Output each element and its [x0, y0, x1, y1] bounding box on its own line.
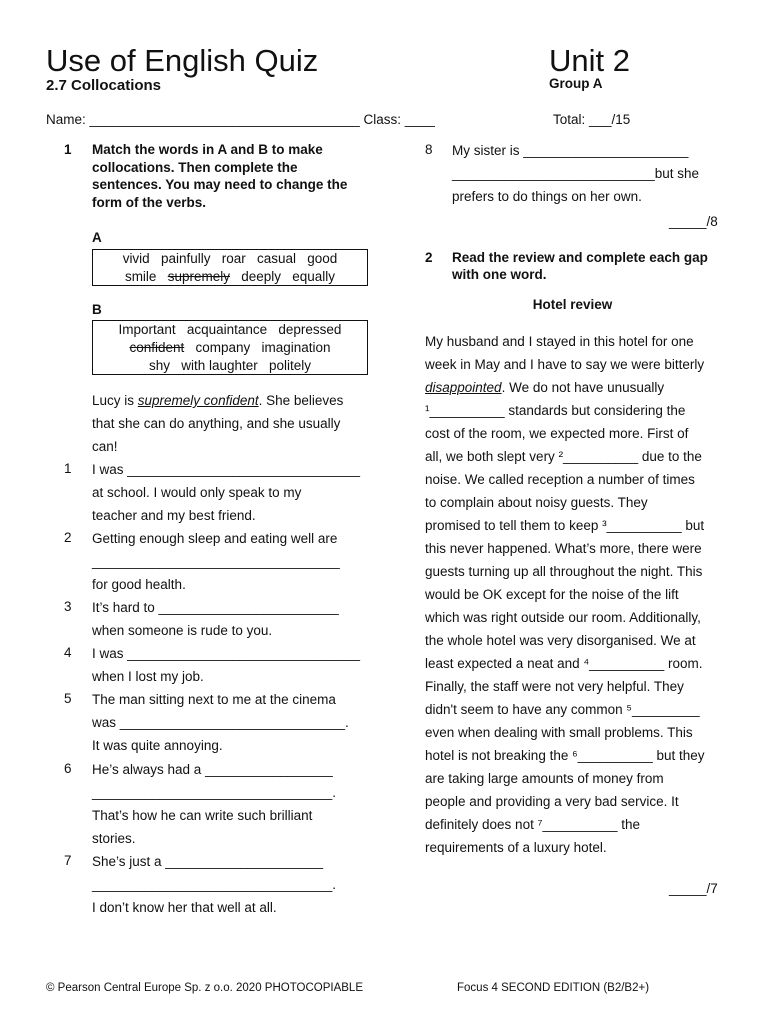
struck-word: confident	[129, 340, 185, 355]
item-number: 7	[64, 853, 72, 868]
item-number: 2	[64, 530, 72, 545]
item-number: 3	[64, 599, 72, 614]
list-item: It’s hard to ________________________ when someone is rude to you.	[92, 600, 339, 638]
exercise-1-score: _____/8	[669, 214, 718, 229]
box-b-label: B	[92, 302, 102, 317]
list-item: I was _______________________________ at school. I would only speak to my teacher and my best friend.	[92, 462, 361, 523]
item-number: 6	[64, 761, 72, 776]
box-b-line-2: confident company imagination	[129, 340, 331, 355]
review-heading: Hotel review	[532, 297, 613, 312]
example-sentence: Lucy is supremely confident. She believes that she can do anything, and she usually can!	[92, 393, 344, 454]
item-number: 8	[425, 142, 433, 157]
exercise-2-instruction: Read the review and complete each gap with one word.	[452, 250, 708, 282]
list-item: I was _______________________________ when I lost my job.	[92, 646, 361, 684]
page-title: Use of English Quiz	[46, 43, 319, 78]
list-item: Getting enough sleep and eating well are _________________________________ for good health.	[92, 531, 340, 592]
word-box-a	[92, 249, 368, 286]
struck-word: supremely	[167, 269, 230, 284]
list-item: He’s always had a _________________ ________________________________. That’s how he can write such brilliant stories.	[92, 762, 337, 846]
example-answer: supremely confident	[137, 393, 259, 408]
box-b-line-1: Important acquaintance depressed	[118, 322, 342, 337]
total-score: Total: ___/15	[553, 112, 631, 127]
item-number: 5	[64, 691, 72, 706]
example-answer: disappointed	[425, 380, 502, 395]
box-a-line-1: vivid painfully roar casual good	[122, 251, 338, 266]
list-item: She’s just a _____________________ ________________________________. I don’t know her that well at all.	[92, 854, 337, 915]
word-box-b	[92, 320, 368, 375]
group-label: Group A	[549, 76, 603, 91]
exercise-2-score: _____/7	[669, 881, 718, 896]
list-item: The man sitting next to me at the cinema was ______________________________. It was quite annoying.	[92, 692, 349, 753]
box-a-label: A	[92, 230, 102, 245]
item-number: 4	[64, 645, 72, 660]
review-example-line: disappointed. We do not have unusually	[425, 380, 665, 395]
list-item: My sister is ______________________ ___________________________but she prefers to do things on her own.	[452, 143, 700, 204]
box-b-line-3: shy with laughter politely	[148, 358, 312, 373]
copyright-text: © Pearson Central Europe Sp. z o.o. 2020 PHOTOCOPIABLE	[46, 982, 364, 994]
item-number: 1	[64, 461, 72, 476]
exercise-number: 1	[64, 142, 72, 157]
exercise-1-instruction: Match the words in A and B to make collocations. Then complete the sentences. You may need to change the form of the verbs.	[92, 142, 348, 210]
box-a-line-2: smile supremely deeply equally	[124, 269, 336, 284]
exercise-number: 2	[425, 250, 433, 265]
name-class-line: Name: ____________________________________ Class: ____	[46, 112, 435, 127]
page-subtitle: 2.7 Collocations	[46, 77, 162, 94]
edition-text: Focus 4 SECOND EDITION (B2/B2+)	[457, 982, 650, 994]
unit-label: Unit 2	[549, 43, 630, 78]
review-text: My husband and I stayed in this hotel for one week in May and I have to say we were bitterly disappointed. We do not have unusually ¹__________ standards but considering the cost of the room, we expected more. First of all, we both slept very ²__________ due to the noise. We called reception a number of times to complain about noisy guests. They promised to tell them to keep ³__________ but this never happened. What’s more, there were guests turning up all throughout the night. This would be OK except for the noise of the lift which was right outside our room. Additionally, the whole hotel was very disorganised. We at least expected a neat and ⁴__________ room. Finally, the staff were not very helpful. They didn't seem to have any common ⁵_________ even when dealing with small problems. This hotel is not breaking the ⁶__________ but they are taking large amounts of money from people and providing a very bad service. It definitely does not ⁷__________ the requirements of a luxury hotel.	[425, 330, 725, 859]
